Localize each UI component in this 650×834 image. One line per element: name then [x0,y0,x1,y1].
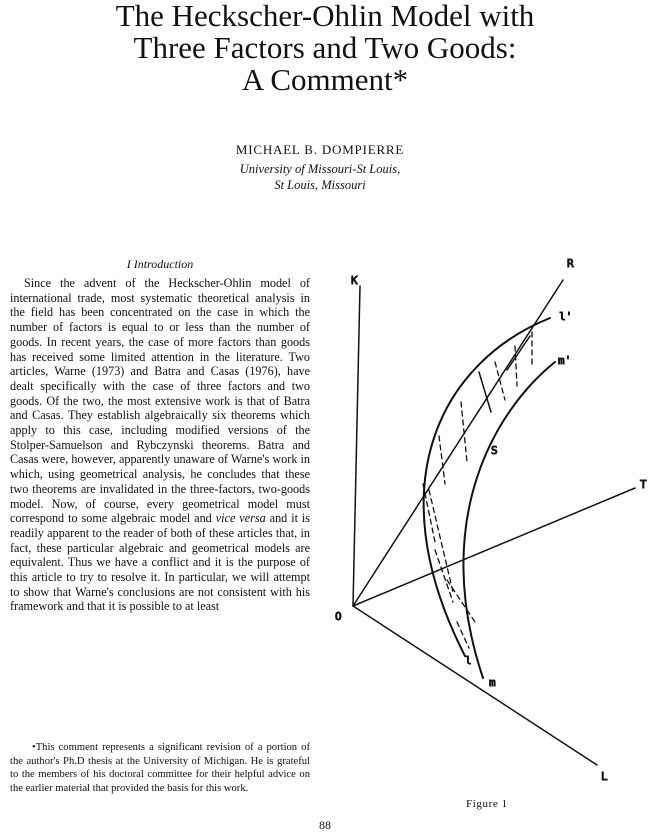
body-text-part-1: Since the advent of the Heckscher-Ohlin model of international trade, most systematic theoretical analysis in the field has been concentrated on the case in which the number of factors is equal to or less than the number of goods. In recent years, the case of more factors than goods has received some limited attention in the literature. Two articles, Warne (1973) and Batra and Casas (1976), have dealt specifically with the case of three factors and two goods. Of the two, the most extensive work is that of Batra and Casas. They establish algebraically six theorems which apply to this case, including modified versions of the Stolper-Samuelson and Rybczynski theorems. Batra and Casas were, however, apparently unaware of Warne's work in which, using geometrical analysis, he concludes that these two theorems are invalidated in the three-factors, two-goods model. Now, of course, every geometrical model must correspond to some algebraic model and [10,276,310,526]
body-text-part-2: and it is readily apparent to the reader of both of these articles that, in fact, these particular algebraic and geometrical models are equivalent. Thus we have a conflict and it is the purpose of this article to try to resolve it. In particular, we will attempt to show that Warne's conclusions are not consistent with his framework and that it is possible to at least [10,511,311,614]
label-m-prime: m' [558,354,572,367]
author-affiliation-line-1: University of Missouri-St Louis, [239,162,401,176]
l-axis [353,606,597,765]
footnote-text: •This comment represents a significant revision of a portion of the author's Ph.D thesis at the University of Michigan. He is grateful to the members of his doctoral committee for their helpful advice on the earlier material that provided the basis for this work. [10,742,310,794]
body-paragraph [10,276,310,614]
section-heading: I Introduction [126,257,194,271]
page-number: 88 [319,818,331,832]
body-text-italic: vice versa [215,511,266,526]
hatch-line [461,402,467,462]
hatch-line [439,436,445,484]
title-line-3: A Comment* [241,62,409,97]
ray-r [353,280,563,606]
title-line-1: The Heckscher-Ohlin Model with [115,0,535,33]
hatch-line [435,550,453,602]
figure-1-diagram [325,250,650,795]
label-t: T [640,478,647,491]
hatch-line [429,490,453,592]
label-l-axis: L [601,770,608,783]
connector-line [507,336,530,370]
author-name: MICHAEL B. DOMPIERRE [235,142,405,157]
label-l: l [465,654,472,667]
label-o: O [335,610,342,623]
t-axis [353,488,635,606]
curve-l [424,318,550,656]
label-k: K [351,274,358,287]
figure-caption: Figure 1 [466,798,508,810]
label-s: S [491,444,498,457]
label-r: R [567,257,574,270]
title-line-2: Three Factors and Two Goods: [133,30,517,65]
k-axis [353,286,360,606]
footnote [10,741,310,795]
label-m: m [489,676,496,689]
author-affiliation-line-2: St Louis, Missouri [274,178,366,192]
article-title [0,0,650,96]
body-text [10,276,310,614]
curve-m [463,362,555,678]
connector-line [479,372,491,412]
label-l-prime: l' [559,310,573,323]
hatch-line [495,362,505,400]
